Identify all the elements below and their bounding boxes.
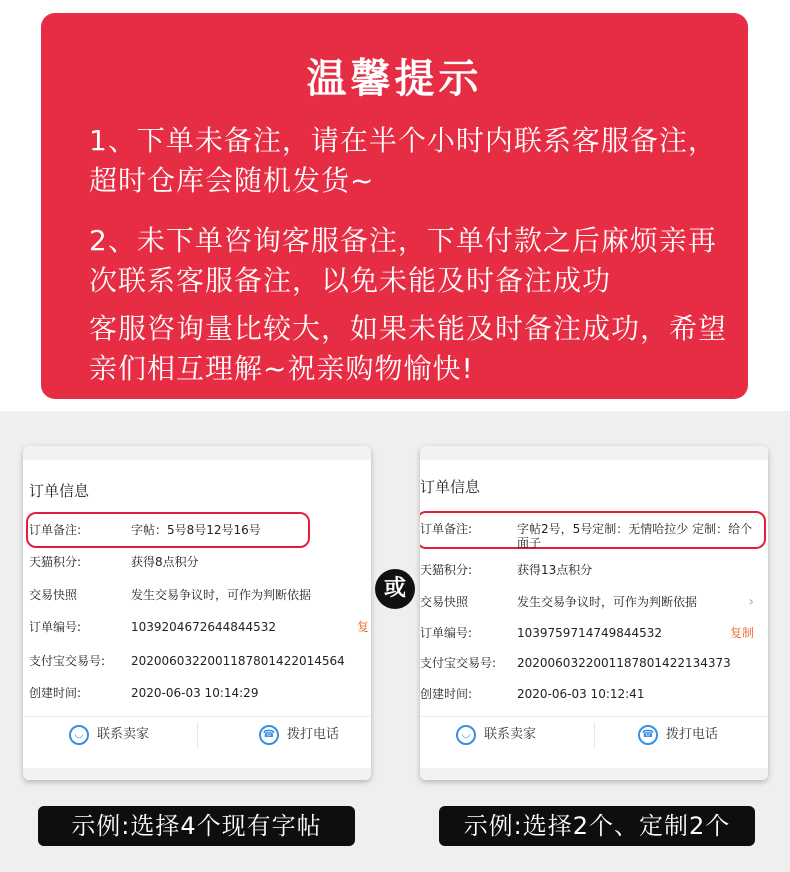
chat-icon: ◡	[69, 725, 89, 745]
row-value: 获得8点积分	[131, 555, 199, 569]
row-label: 交易快照	[29, 588, 78, 602]
phone-icon: ☎	[259, 725, 279, 745]
copy-button[interactable]: 复制	[729, 626, 754, 640]
row-points	[29, 550, 369, 574]
row-label: 支付宝交易号:	[420, 656, 497, 670]
card-top-band	[420, 446, 768, 460]
notice-title: 温馨提示	[306, 56, 483, 102]
row-value: 字帖：5号8号12号16号	[131, 523, 261, 537]
row-value: 2020060322001187801422014564	[131, 654, 345, 668]
row-alipay-number	[420, 651, 760, 675]
row-value: 1039204672644844532	[131, 620, 277, 634]
row-label: 订单备注:	[29, 523, 82, 537]
example-caption-left: 示例:选择4个现有字帖	[38, 806, 355, 846]
row-label: 天猫积分:	[29, 555, 82, 569]
card-bottom-band	[420, 768, 768, 780]
notice-banner	[41, 13, 748, 399]
row-order-remark	[420, 517, 760, 550]
row-order-number	[29, 615, 369, 639]
row-value: 发生交易争议时，可作为判断依据	[131, 588, 312, 602]
example-caption-right: 示例:选择2个、定制2个	[439, 806, 755, 846]
row-value: 2020-06-03 10:12:41	[517, 687, 645, 701]
examples-section	[0, 411, 790, 872]
divider	[420, 716, 768, 717]
copy-button[interactable]: 复	[356, 620, 369, 634]
or-badge: 或	[375, 569, 415, 609]
order-info-card-left	[23, 446, 371, 780]
row-snapshot[interactable]	[29, 583, 369, 607]
row-value: 2020060322001187801422134373	[517, 656, 731, 670]
call-phone-label: 拨打电话	[287, 727, 340, 742]
row-value: 获得13点积分	[517, 563, 593, 577]
divider	[197, 722, 198, 748]
card-top-band	[23, 446, 371, 460]
row-label: 订单编号:	[420, 626, 473, 640]
row-value: 字帖2号，5号定制：无情哈拉少 定制：给个面子	[517, 522, 753, 550]
contact-seller-label: 联系卖家	[484, 727, 537, 742]
row-label: 支付宝交易号:	[29, 654, 106, 668]
divider	[594, 722, 595, 748]
call-phone-label: 拨打电话	[666, 727, 719, 742]
notice-paragraph-1: 1、下单未备注，请在半个小时内联系客服备注，超时仓库会随机发货~	[89, 124, 717, 197]
row-label: 订单编号:	[29, 620, 82, 634]
divider	[23, 716, 371, 717]
chat-icon: ◡	[456, 725, 476, 745]
row-order-remark	[29, 518, 369, 542]
row-order-number	[420, 621, 760, 645]
row-alipay-number	[29, 649, 369, 673]
row-created-time	[420, 682, 760, 706]
row-points	[420, 558, 760, 582]
chevron-right-icon: ›	[748, 594, 754, 610]
card-title: 订单信息	[29, 482, 90, 500]
notice-paragraph-2: 2、未下单咨询客服备注，下单付款之后麻烦亲再次联系客服备注，以免未能及时备注成功	[89, 224, 717, 297]
row-label: 创建时间:	[29, 686, 82, 700]
row-created-time	[29, 681, 369, 705]
notice-paragraph-3: 客服咨询量比较大，如果未能及时备注成功，希望亲们相互理解~祝亲购物愉快!	[89, 312, 728, 385]
row-value: 1039759714749844532	[517, 626, 663, 640]
order-info-card-right	[420, 446, 768, 780]
row-label: 交易快照	[420, 595, 469, 609]
row-label: 创建时间:	[420, 687, 473, 701]
row-label: 订单备注:	[420, 522, 473, 536]
row-label: 天猫积分:	[420, 563, 473, 577]
contact-seller-label: 联系卖家	[97, 727, 150, 742]
row-value: 2020-06-03 10:14:29	[131, 686, 259, 700]
card-bottom-band	[23, 768, 371, 780]
row-value: 发生交易争议时，可作为判断依据	[517, 595, 698, 609]
phone-icon: ☎	[638, 725, 658, 745]
row-snapshot[interactable]	[420, 590, 760, 614]
card-title: 订单信息	[420, 478, 481, 496]
